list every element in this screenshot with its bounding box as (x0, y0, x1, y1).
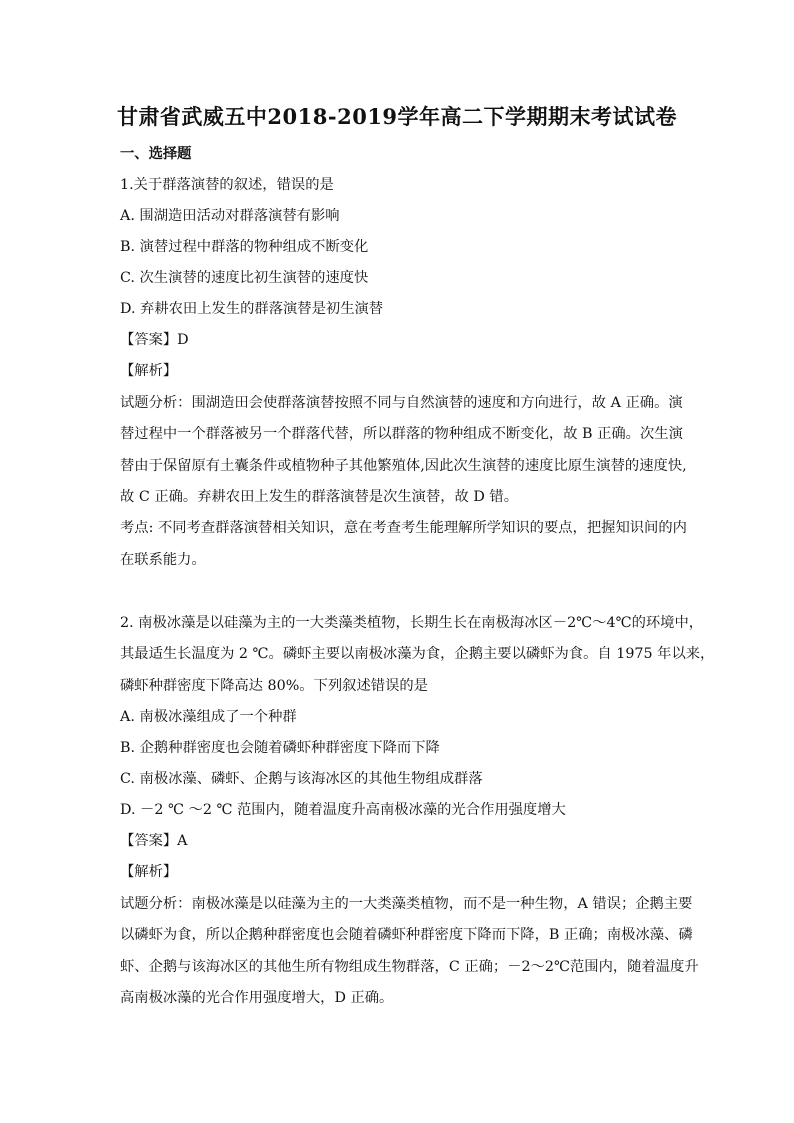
question-2-option-b: B. 企鹅种群密度也会随着磷虾种群密度下降而下降 (120, 740, 440, 756)
question-2-analysis-label: 【解析】 (120, 864, 178, 880)
question-1-analysis-line: 替过程中一个群落被另一个群落代替，所以群落的物种组成不断变化，故 B 正确。次生演 (120, 426, 683, 442)
question-1-option-c: C. 次生演替的速度比初生演替的速度快 (120, 270, 369, 286)
question-2-answer: 【答案】A (120, 833, 188, 849)
question-1-option-d: D. 弃耕农田上发生的群落演替是初生演替 (120, 301, 384, 317)
question-1-option-b: B. 演替过程中群落的物种组成不断变化 (120, 239, 369, 255)
page-title: 甘肃省武威五中2018-2019学年高二下学期期末考试试卷 (116, 104, 678, 129)
question-1-analysis-line: 在联系能力。 (120, 552, 206, 568)
question-1-analysis-line: 考点: 不同考查群落演替相关知识，意在考查考生能理解所学知识的要点，把握知识间的内 (120, 520, 687, 536)
question-2-option-c: C. 南极冰藻、磷虾、企鹅与该海冰区的其他生物组成群落 (120, 771, 483, 787)
question-2-analysis-line: 虾、企鹅与该海冰区的其他生所有物组成生物群落，C 正确；－2～2℃范围内，随着温度升 (120, 959, 699, 975)
question-2-stem-line: 其最适生长温度为 2 ℃。磷虾主要以南极冰藻为食，企鹅主要以磷虾为食。自 1975 年以来， (120, 646, 715, 662)
question-2-option-a: A. 南极冰藻组成了一个种群 (120, 709, 297, 725)
question-1-option-a: A. 围湖造田活动对群落演替有影响 (120, 208, 340, 224)
question-1-analysis-line: 故 C 正确。弃耕农田上发生的群落演替是次生演替，故 D 错。 (120, 489, 518, 505)
question-2-analysis-line: 高南极冰藻的光合作用强度增大，D 正确。 (120, 990, 394, 1006)
question-1-analysis-line: 试题分析：围湖造田会使群落演替按照不同与自然演替的速度和方向进行，故 A 正确。演 (120, 395, 683, 411)
question-1-analysis-label: 【解析】 (120, 363, 178, 379)
section-heading: 一、选择题 (120, 146, 192, 162)
question-2-option-d: D. －2 ℃ ～2 ℃ 范围内，随着温度升高南极冰藻的光合作用强度增大 (120, 802, 566, 818)
question-2-stem-line: 2. 南极冰藻是以硅藻为主的一大类藻类植物，长期生长在南极海冰区－2℃～4℃的环境中， (120, 615, 704, 631)
question-2-analysis-line: 以磷虾为食，所以企鹅种群密度也会随着磷虾种群密度下降而下降，B 正确；南极冰藻、磷 (120, 927, 693, 943)
question-1-stem: 1.关于群落演替的叙述，错误的是 (120, 177, 334, 193)
question-1-analysis-line: 替由于保留原有土囊条件或植物种子其他繁殖体,因此次生演替的速度比原生演替的速度快, (120, 458, 687, 474)
question-1-answer: 【答案】D (120, 332, 189, 348)
question-2-analysis-line: 试题分析：南极冰藻是以硅藻为主的一大类藻类植物，而不是一种生物，A 错误；企鹅主要 (120, 896, 693, 912)
question-2-stem-line: 磷虾种群密度下降高达 80%。下列叙述错误的是 (120, 678, 428, 694)
